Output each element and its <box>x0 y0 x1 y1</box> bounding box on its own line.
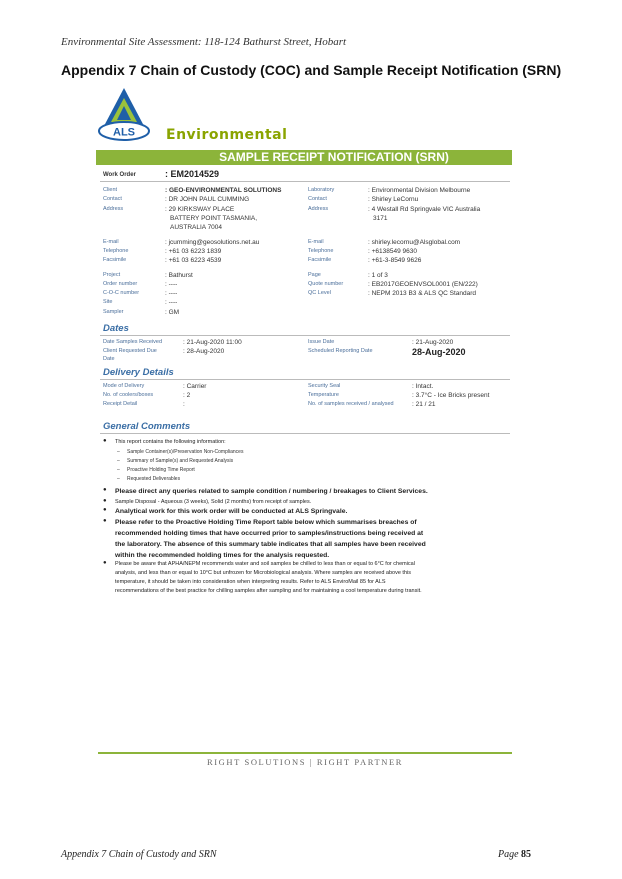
lab-contact-value: : Shirley LeCornu <box>368 196 419 203</box>
samples-label: No. of samples received / analysed <box>308 401 394 407</box>
delivery-heading: Delivery Details <box>103 367 174 378</box>
address-line-2: BATTERY POINT TASMANIA, <box>170 215 258 222</box>
issue-date-value: : 21-Aug-2020 <box>412 339 454 346</box>
lab-telephone-label: Telephone <box>308 248 334 254</box>
bullet-icon: ● <box>103 518 107 524</box>
quote-number-value: : EB2017GEOENVSOL0001 (EN/222) <box>368 281 478 288</box>
comment-holding-2: recommended holding times that have occurred prior to samples/instructions being received at <box>115 530 424 537</box>
bullet-icon: ● <box>103 438 107 444</box>
footer-rule <box>98 752 512 754</box>
mode-value: : Carrier <box>183 383 207 390</box>
bullet-icon: ● <box>103 560 107 566</box>
mode-label: Mode of Delivery <box>103 383 145 389</box>
contact-label: Contact <box>103 196 122 202</box>
sampler-label: Sampler <box>103 309 124 315</box>
page-footer-right <box>498 849 531 860</box>
comment-disposal: Sample Disposal - Aqueous (3 weeks), Solid (2 months) from receipt of samples. <box>115 499 312 505</box>
comment-holding-3: the laboratory. The absence of this summary table indicates that all samples have been received <box>115 541 426 548</box>
receipt-value: : <box>183 401 185 408</box>
lab-address-label: Address <box>308 206 329 212</box>
page-number: 85 <box>521 849 532 860</box>
telephone-label: Telephone <box>103 248 129 254</box>
client-value: : GEO-ENVIRONMENTAL SOLUTIONS <box>165 187 282 194</box>
seal-value: : Intact. <box>412 383 434 390</box>
temperature-label: Temperature <box>308 392 339 398</box>
email-value: : jcumming@geosolutions.net.au <box>165 239 260 246</box>
divider <box>100 335 510 336</box>
project-label: Project <box>103 272 121 278</box>
seal-label: Security Seal <box>308 383 341 389</box>
lab-contact-label: Contact <box>308 196 327 202</box>
reporting-date-value: 28-Aug-2020 <box>412 347 466 357</box>
logo-name: Environmental <box>166 127 288 143</box>
coolers-label: No. of coolers/boxes <box>103 392 154 398</box>
temperature-value: : 3.7°C - Ice Bricks present <box>412 392 490 399</box>
page-label: Page <box>308 272 321 278</box>
comment-apha-4: recommendations of the best practice for chilling samples after sampling and for maintaining a cool temperature during transit. <box>115 588 422 594</box>
comment-apha-3: temperature, it should be taken into consideration when interpreting results. Refer to ALS EnviroMail 85 for ALS <box>115 579 386 585</box>
appendix-title: Appendix 7 Chain of Custody (COC) and Sample Receipt Notification (SRN) <box>61 62 562 78</box>
reporting-date-label: Scheduled Reporting Date <box>308 348 373 354</box>
page-value: : 1 of 3 <box>368 272 388 279</box>
site-value: : ---- <box>165 299 178 306</box>
comment-sub-item: – Sample Container(s)/Preservation Non-Compliances <box>117 449 244 455</box>
comment-apha-1: Please be aware that APHA/NEPM recommends water and soil samples be chilled to less than or equal to 6°C for chemical <box>115 561 415 567</box>
receipt-label: Receipt Detail <box>103 401 138 407</box>
dates-heading: Dates <box>103 323 129 334</box>
quote-number-label: Quote number <box>308 281 344 287</box>
laboratory-label: Laboratory <box>308 187 335 193</box>
facsimile-value: : +61 03 6223 4539 <box>165 257 222 264</box>
lab-telephone-value: : +6138549 9630 <box>368 248 417 255</box>
coolers-value: : 2 <box>183 392 191 399</box>
address-line-1: : 29 KIRKSWAY PLACE <box>165 206 235 213</box>
due-date-value: : 28-Aug-2020 <box>183 348 225 355</box>
sub-item-text: Proactive Holding Time Report <box>127 467 195 473</box>
work-order-value: : EM2014529 <box>165 169 220 179</box>
comment-holding-1: Please refer to the Proactive Holding Time Report table below which summarises breaches of <box>115 519 417 526</box>
logo-abbr: ALS <box>113 126 135 139</box>
client-label: Client <box>103 187 118 193</box>
email-label: E-mail <box>103 239 119 245</box>
address-label: Address <box>103 206 124 212</box>
sub-item-text: Summary of Sample(s) and Requested Analysis <box>127 458 234 464</box>
site-label: Site <box>103 299 113 305</box>
comments-heading: General Comments <box>103 421 191 432</box>
date-received-label: Date Samples Received <box>103 339 163 345</box>
coc-number-value: : ---- <box>165 290 178 297</box>
lab-facsimile-label: Facsimile <box>308 257 332 263</box>
facsimile-label: Facsimile <box>103 257 127 263</box>
comment-analytical: Analytical work for this work order will be conducted at ALS Springvale. <box>115 508 348 515</box>
bullet-icon: ● <box>103 487 107 493</box>
comment-sub-item: – Proactive Holding Time Report <box>117 467 195 473</box>
lab-address-line-2: 3171 <box>373 215 388 222</box>
issue-date-label: Issue Date <box>308 339 335 345</box>
divider <box>100 379 510 380</box>
due-date-label: Client Requested Due <box>103 348 157 354</box>
address-line-3: AUSTRALIA 7004 <box>170 224 223 231</box>
laboratory-value: : Environmental Division Melbourne <box>368 187 471 194</box>
contact-value: : DR JOHN PAUL CUMMING <box>165 196 250 203</box>
samples-value: : 21 / 21 <box>412 401 436 408</box>
bullet-icon: ● <box>103 507 107 513</box>
comment-sub-item: – Requested Deliverables <box>117 476 181 482</box>
footer-tagline: RIGHT SOLUTIONS | RIGHT PARTNER <box>206 757 404 767</box>
order-number-value: : ---- <box>165 281 178 288</box>
telephone-value: : +61 03 6223 1839 <box>165 248 222 255</box>
running-header: Environmental Site Assessment: 118-124 Bathurst Street, Hobart <box>61 36 347 48</box>
lab-facsimile-value: : +61-3-8549 9626 <box>368 257 422 264</box>
due-date-label-2: Date <box>103 356 115 362</box>
date-received-value: : 21-Aug-2020 11:00 <box>183 339 242 346</box>
page-footer-left: Appendix 7 Chain of Custody and SRN <box>61 849 217 860</box>
qc-level-label: QC Level <box>308 290 331 296</box>
lab-email-value: : shirley.lecornu@Alsglobal.com <box>368 239 461 246</box>
sub-item-text: Sample Container(s)/Preservation Non-Compliances <box>127 449 244 455</box>
lab-address-line-1: : 4 Westall Rd Springvale VIC Australia <box>368 206 481 213</box>
divider <box>100 433 510 434</box>
divider <box>100 181 510 182</box>
project-value: : Bathurst <box>165 272 193 279</box>
comment-intro: This report contains the following information: <box>115 439 226 445</box>
sampler-value: : GM <box>165 309 180 316</box>
srn-banner <box>96 150 512 165</box>
order-number-label: Order number <box>103 281 138 287</box>
qc-level-value: : NEPM 2013 B3 & ALS QC Standard <box>368 290 477 297</box>
comment-holding-4: within the recommended holding times for the analysis requested. <box>115 552 330 559</box>
page-number-label: Page <box>498 849 519 860</box>
coc-number-label: C-O-C number <box>103 290 140 296</box>
bullet-icon: ● <box>103 498 107 504</box>
comment-apha-2: analysis, and less than or equal to 10°C but unfrozen for Microbiological analysis. Where samples are received above this <box>115 570 411 576</box>
work-order-label: Work Order <box>103 172 136 178</box>
lab-email-label: E-mail <box>308 239 324 245</box>
comment-queries: Please direct any queries related to sample condition / numbering / breakages to Client Services. <box>115 488 428 495</box>
comment-sub-item: – Summary of Sample(s) and Requested Analysis <box>117 458 234 464</box>
srn-banner-text: SAMPLE RECEIPT NOTIFICATION (SRN) <box>219 150 449 164</box>
sub-item-text: Requested Deliverables <box>127 476 181 482</box>
